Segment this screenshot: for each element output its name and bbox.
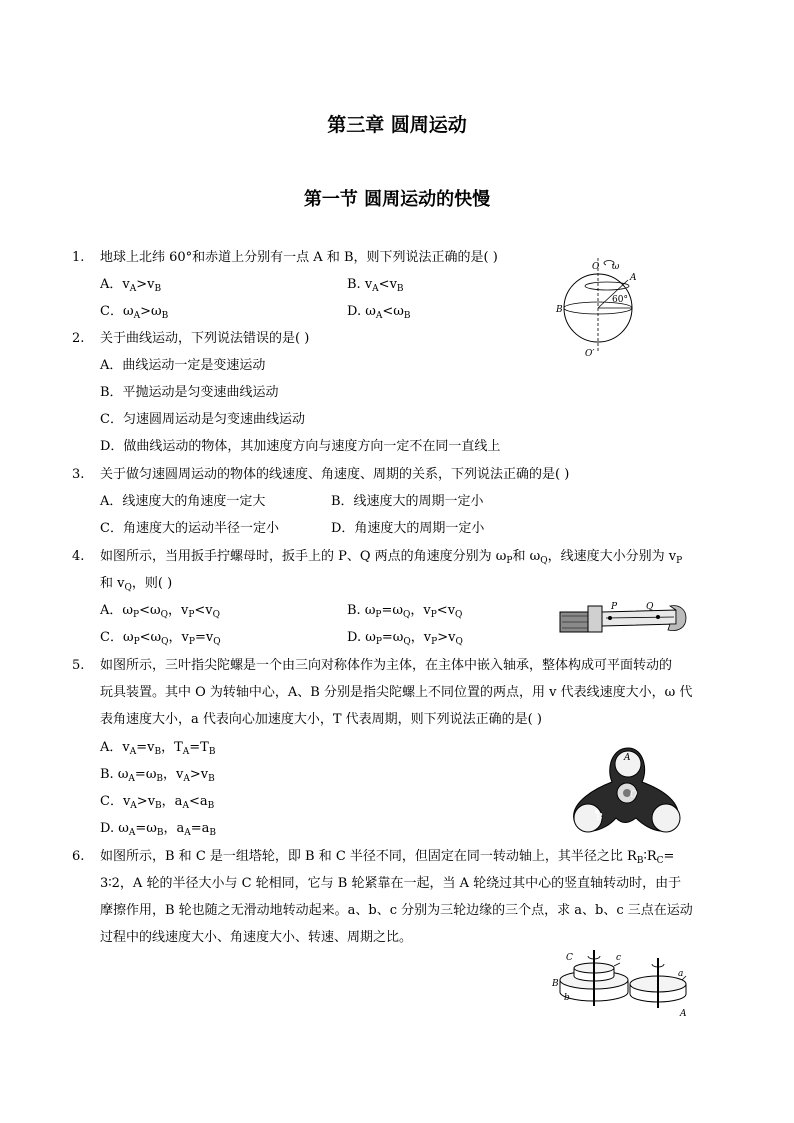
q6-stem-line4: 过程中的线速度大小、角速度大小、转速、周期之比。: [100, 930, 413, 945]
wheel-c-lower-label: c: [616, 953, 622, 963]
q6-stem-line2: 3∶2，A 轮的半径大小与 C 轮相同，它与 B 轮紧靠在一起，当 A 轮绕过其中心的竖直轴转动时，由于: [100, 876, 682, 891]
wrench-p-label: P: [611, 602, 618, 612]
q1-number: 1.: [72, 250, 85, 265]
q4-option-c: C．$\omega_P<\omega_Q$，$v_P=v_Q$: [100, 630, 221, 647]
spinner-b-label: B: [596, 813, 603, 823]
q5-stem-line1: 如图所示，三叶指尖陀螺是一个由三向对称体作为主体，在主体中嵌入轴承，整体构成可平面转动的: [100, 658, 673, 673]
q4-option-b: B. $\omega_P=\omega_Q$，$v_P<v_Q$: [347, 603, 463, 620]
q2-option-b: B．平抛运动是匀变速曲线运动: [100, 385, 279, 400]
q4-stem-line2: 和 $v_Q$，则( ): [100, 576, 173, 593]
q2-option-c: C．匀速圆周运动是匀变速曲线运动: [100, 412, 305, 427]
wrench-q-label: Q: [646, 602, 654, 612]
fig-angle-label: 60°: [612, 295, 628, 305]
q4-number: 4.: [72, 549, 85, 564]
fig-a-label: A: [630, 273, 637, 283]
q5-option-c: C．$v_A>v_B$，$a_A<a_B$: [100, 794, 215, 811]
fidget-spinner-figure: [566, 740, 690, 844]
chapter-title: 第三章 圆周运动: [327, 114, 467, 136]
fig-o-label: O: [592, 262, 600, 272]
q1-stem: 地球上北纬 60°和赤道上分别有一点 A 和 B，则下列说法正确的是( ): [100, 250, 498, 265]
fig-omega-label: ω: [612, 262, 620, 272]
q1-option-c: C．$\omega_A>\omega_B$: [100, 304, 169, 321]
q4-option-d: D. $\omega_P=\omega_Q$，$v_P>v_Q$: [347, 630, 463, 647]
wheel-b-lower-label: b: [564, 993, 570, 1003]
wrench-figure: [558, 598, 688, 642]
wheel-b-upper-label: B: [552, 979, 559, 989]
q2-stem: 关于曲线运动，下列说法错误的是( ): [100, 331, 310, 346]
q3-number: 3.: [72, 467, 85, 482]
spinner-o-label: O: [630, 790, 638, 800]
q1-option-b: B. $v_A<v_B$: [347, 277, 404, 294]
q5-option-d: D. $\omega_A=\omega_B$，$a_A=a_B$: [100, 821, 216, 838]
earth-latitude-figure: [550, 252, 650, 360]
wheel-a-upper-label: A: [680, 1009, 687, 1018]
q3-option-d: D．角速度大的周期一定小: [331, 521, 485, 536]
q5-number: 5.: [72, 658, 85, 673]
q2-number: 2.: [72, 331, 85, 346]
q5-stem-line2: 玩具装置。其中 O 为转轴中心，A、B 分别是指尖陀螺上不同位置的两点，用 v 代表线速度大小，ω 代: [100, 685, 693, 700]
q4-stem-line1: 如图所示，当用扳手拧螺母时，扳手上的 P、Q 两点的角速度分别为 $\omega_P$和 $\omega_Q$，线速度大小分别为 $v_P$: [100, 549, 683, 566]
q1-option-a: A．$v_A>v_B$: [100, 277, 162, 294]
q2-option-d: D．做曲线运动的物体，其加速度方向与速度方向一定不在同一直线上: [100, 439, 501, 454]
q3-option-a: A．线速度大的角速度一定大: [100, 494, 266, 509]
tower-wheels-figure: [552, 946, 698, 1018]
q6-stem-line3: 摩擦作用，B 轮也随之无滑动地转动起来。a、b、c 分别为三轮边缘的三个点，求 a、b、c 三点在运动: [100, 903, 693, 918]
wheel-a-lower-label: a: [678, 969, 684, 979]
q4-option-a: A．$\omega_P<\omega_Q$，$v_P<v_Q$: [100, 603, 221, 620]
q3-option-b: B．线速度大的周期一定小: [331, 494, 484, 509]
q3-stem: 关于做匀速圆周运动的物体的线速度、角速度、周期的关系，下列说法正确的是( ): [100, 467, 570, 482]
q5-stem-line3: 表角速度大小，a 代表向心加速度大小，T 代表周期，则下列说法正确的是( ): [100, 712, 542, 727]
section-title: 第一节 圆周运动的快慢: [303, 189, 491, 210]
q5-option-b: B. $\omega_A=\omega_B$，$v_A>v_B$: [100, 767, 215, 784]
fig-o2-label: O′: [585, 349, 595, 359]
fig-b-label: B: [556, 305, 563, 315]
q5-option-a: A．$v_A=v_B$，$T_A=T_B$: [100, 740, 216, 757]
q2-option-a: A．曲线运动一定是变速运动: [100, 358, 266, 373]
q3-option-c: C．角速度大的运动半径一定小: [100, 521, 279, 536]
q6-stem-line1: 如图所示，B 和 C 是一组塔轮，即 B 和 C 半径不同，但固定在同一转动轴上，其半径之比 $R_B∶R_C=$: [100, 849, 675, 866]
spinner-a-label: A: [624, 753, 631, 763]
wheel-c-upper-label: C: [566, 953, 573, 963]
q1-option-d: D. $\omega_A<\omega_B$: [347, 304, 411, 321]
q6-number: 6.: [72, 849, 85, 864]
